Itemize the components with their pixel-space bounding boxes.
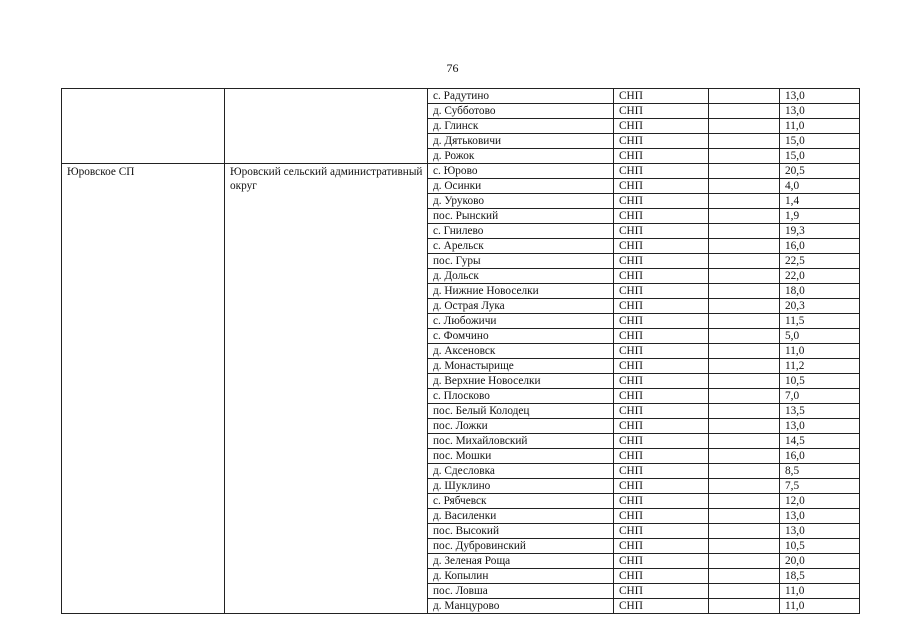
distance-value-cell: 7,5 bbox=[780, 479, 860, 494]
distance-value-cell: 11,0 bbox=[780, 344, 860, 359]
settlement-type-cell: СНП bbox=[614, 149, 709, 164]
settlement-name-cell: д. Субботово bbox=[428, 104, 614, 119]
distance-value-cell: 19,3 bbox=[780, 224, 860, 239]
settlement-name-cell: пос. Высокий bbox=[428, 524, 614, 539]
empty-cell bbox=[709, 344, 780, 359]
distance-value-cell: 14,5 bbox=[780, 434, 860, 449]
settlement-name-cell: с. Юрово bbox=[428, 164, 614, 179]
settlement-type-cell: СНП bbox=[614, 134, 709, 149]
settlement-name-cell: пос. Ложки bbox=[428, 419, 614, 434]
empty-cell bbox=[709, 149, 780, 164]
settlement-type-cell: СНП bbox=[614, 449, 709, 464]
settlements-table-body bbox=[62, 89, 860, 614]
distance-value-cell: 13,5 bbox=[780, 404, 860, 419]
settlement-type-cell: СНП bbox=[614, 509, 709, 524]
settlement-type-cell: СНП bbox=[614, 554, 709, 569]
settlement-name-cell: пос. Белый Колодец bbox=[428, 404, 614, 419]
empty-cell bbox=[709, 419, 780, 434]
distance-value-cell: 1,4 bbox=[780, 194, 860, 209]
settlement-name-cell: д. Копылин bbox=[428, 569, 614, 584]
empty-cell bbox=[709, 194, 780, 209]
settlement-type-cell: СНП bbox=[614, 329, 709, 344]
empty-cell bbox=[709, 434, 780, 449]
empty-cell bbox=[709, 179, 780, 194]
distance-value-cell: 20,5 bbox=[780, 164, 860, 179]
distance-value-cell: 22,0 bbox=[780, 269, 860, 284]
settlement-name-cell: д. Острая Лука bbox=[428, 299, 614, 314]
empty-cell bbox=[709, 554, 780, 569]
settlement-type-cell: СНП bbox=[614, 179, 709, 194]
settlement-name-cell: пос. Ловша bbox=[428, 584, 614, 599]
settlement-name-cell: пос. Дубровинский bbox=[428, 539, 614, 554]
settlement-type-cell: СНП bbox=[614, 89, 709, 104]
settlement-type-cell: СНП bbox=[614, 119, 709, 134]
settlement-name-cell: с. Рябчевск bbox=[428, 494, 614, 509]
settlement-name-cell: д. Аксеновск bbox=[428, 344, 614, 359]
settlement-type-cell: СНП bbox=[614, 599, 709, 614]
settlement-type-cell: СНП bbox=[614, 314, 709, 329]
distance-value-cell: 5,0 bbox=[780, 329, 860, 344]
distance-value-cell: 13,0 bbox=[780, 419, 860, 434]
settlement-name-cell: пос. Рынский bbox=[428, 209, 614, 224]
settlement-name-cell: д. Осинки bbox=[428, 179, 614, 194]
settlement-type-cell: СНП bbox=[614, 434, 709, 449]
distance-value-cell: 13,0 bbox=[780, 89, 860, 104]
district-cell-continued bbox=[225, 89, 428, 164]
empty-cell bbox=[709, 584, 780, 599]
empty-cell bbox=[709, 314, 780, 329]
empty-cell bbox=[709, 539, 780, 554]
distance-value-cell: 20,3 bbox=[780, 299, 860, 314]
empty-cell bbox=[709, 104, 780, 119]
empty-cell bbox=[709, 119, 780, 134]
distance-value-cell: 10,5 bbox=[780, 374, 860, 389]
empty-cell bbox=[709, 224, 780, 239]
settlement-name-cell: д. Шуклино bbox=[428, 479, 614, 494]
empty-cell bbox=[709, 134, 780, 149]
empty-cell bbox=[709, 269, 780, 284]
settlement-type-cell: СНП bbox=[614, 584, 709, 599]
settlement-type-cell: СНП bbox=[614, 539, 709, 554]
empty-cell bbox=[709, 569, 780, 584]
settlement-name-cell: с. Плосково bbox=[428, 389, 614, 404]
settlement-name-cell: с. Арельск bbox=[428, 239, 614, 254]
settlement-type-cell: СНП bbox=[614, 404, 709, 419]
settlement-name-cell: пос. Мошки bbox=[428, 449, 614, 464]
settlement-name-cell: д. Глинск bbox=[428, 119, 614, 134]
distance-value-cell: 13,0 bbox=[780, 524, 860, 539]
settlement-name-cell: с. Гнилево bbox=[428, 224, 614, 239]
distance-value-cell: 16,0 bbox=[780, 449, 860, 464]
region-cell: Юровское СП bbox=[62, 164, 225, 614]
settlement-type-cell: СНП bbox=[614, 209, 709, 224]
settlement-type-cell: СНП bbox=[614, 524, 709, 539]
distance-value-cell: 4,0 bbox=[780, 179, 860, 194]
distance-value-cell: 10,5 bbox=[780, 539, 860, 554]
settlement-type-cell: СНП bbox=[614, 284, 709, 299]
settlement-type-cell: СНП bbox=[614, 104, 709, 119]
table-row bbox=[62, 164, 860, 179]
settlement-type-cell: СНП bbox=[614, 374, 709, 389]
distance-value-cell: 15,0 bbox=[780, 134, 860, 149]
settlement-type-cell: СНП bbox=[614, 359, 709, 374]
settlements-table bbox=[61, 88, 860, 614]
empty-cell bbox=[709, 374, 780, 389]
empty-cell bbox=[709, 404, 780, 419]
district-cell: Юровский сельский административный округ bbox=[225, 164, 428, 614]
settlement-type-cell: СНП bbox=[614, 164, 709, 179]
settlement-name-cell: с. Любожичи bbox=[428, 314, 614, 329]
settlement-type-cell: СНП bbox=[614, 299, 709, 314]
distance-value-cell: 13,0 bbox=[780, 104, 860, 119]
distance-value-cell: 15,0 bbox=[780, 149, 860, 164]
distance-value-cell: 11,0 bbox=[780, 584, 860, 599]
empty-cell bbox=[709, 464, 780, 479]
settlement-type-cell: СНП bbox=[614, 254, 709, 269]
distance-value-cell: 18,5 bbox=[780, 569, 860, 584]
empty-cell bbox=[709, 479, 780, 494]
distance-value-cell: 11,0 bbox=[780, 599, 860, 614]
settlement-type-cell: СНП bbox=[614, 464, 709, 479]
distance-value-cell: 20,0 bbox=[780, 554, 860, 569]
settlement-name-cell: д. Сдесловка bbox=[428, 464, 614, 479]
empty-cell bbox=[709, 89, 780, 104]
empty-cell bbox=[709, 359, 780, 374]
settlement-type-cell: СНП bbox=[614, 224, 709, 239]
distance-value-cell: 18,0 bbox=[780, 284, 860, 299]
settlement-name-cell: д. Уруково bbox=[428, 194, 614, 209]
settlement-type-cell: СНП bbox=[614, 479, 709, 494]
empty-cell bbox=[709, 389, 780, 404]
settlement-name-cell: с. Фомчино bbox=[428, 329, 614, 344]
settlement-name-cell: д. Нижние Новоселки bbox=[428, 284, 614, 299]
empty-cell bbox=[709, 254, 780, 269]
distance-value-cell: 8,5 bbox=[780, 464, 860, 479]
empty-cell bbox=[709, 449, 780, 464]
empty-cell bbox=[709, 209, 780, 224]
region-cell-continued bbox=[62, 89, 225, 164]
settlement-name-cell: с. Радутино bbox=[428, 89, 614, 104]
settlement-type-cell: СНП bbox=[614, 569, 709, 584]
settlement-name-cell: д. Зеленая Роща bbox=[428, 554, 614, 569]
settlement-name-cell: д. Дятьковичи bbox=[428, 134, 614, 149]
distance-value-cell: 11,2 bbox=[780, 359, 860, 374]
settlement-name-cell: пос. Михайловский bbox=[428, 434, 614, 449]
distance-value-cell: 7,0 bbox=[780, 389, 860, 404]
settlement-name-cell: пос. Гуры bbox=[428, 254, 614, 269]
distance-value-cell: 11,5 bbox=[780, 314, 860, 329]
settlement-type-cell: СНП bbox=[614, 389, 709, 404]
table-row bbox=[62, 89, 860, 104]
settlement-name-cell: д. Рожок bbox=[428, 149, 614, 164]
distance-value-cell: 11,0 bbox=[780, 119, 860, 134]
settlement-name-cell: д. Монастырище bbox=[428, 359, 614, 374]
empty-cell bbox=[709, 299, 780, 314]
empty-cell bbox=[709, 524, 780, 539]
settlement-type-cell: СНП bbox=[614, 239, 709, 254]
distance-value-cell: 13,0 bbox=[780, 509, 860, 524]
settlement-type-cell: СНП bbox=[614, 419, 709, 434]
settlement-type-cell: СНП bbox=[614, 494, 709, 509]
settlement-type-cell: СНП bbox=[614, 344, 709, 359]
settlement-type-cell: СНП bbox=[614, 194, 709, 209]
settlement-name-cell: д. Верхние Новоселки bbox=[428, 374, 614, 389]
page-number: 76 bbox=[446, 61, 459, 75]
empty-cell bbox=[709, 164, 780, 179]
empty-cell bbox=[709, 599, 780, 614]
distance-value-cell: 16,0 bbox=[780, 239, 860, 254]
settlement-name-cell: д. Манцурово bbox=[428, 599, 614, 614]
settlement-name-cell: д. Василенки bbox=[428, 509, 614, 524]
settlement-name-cell: д. Дольск bbox=[428, 269, 614, 284]
empty-cell bbox=[709, 494, 780, 509]
empty-cell bbox=[709, 509, 780, 524]
distance-value-cell: 22,5 bbox=[780, 254, 860, 269]
empty-cell bbox=[709, 284, 780, 299]
empty-cell bbox=[709, 239, 780, 254]
distance-value-cell: 1,9 bbox=[780, 209, 860, 224]
distance-value-cell: 12,0 bbox=[780, 494, 860, 509]
empty-cell bbox=[709, 329, 780, 344]
settlement-type-cell: СНП bbox=[614, 269, 709, 284]
